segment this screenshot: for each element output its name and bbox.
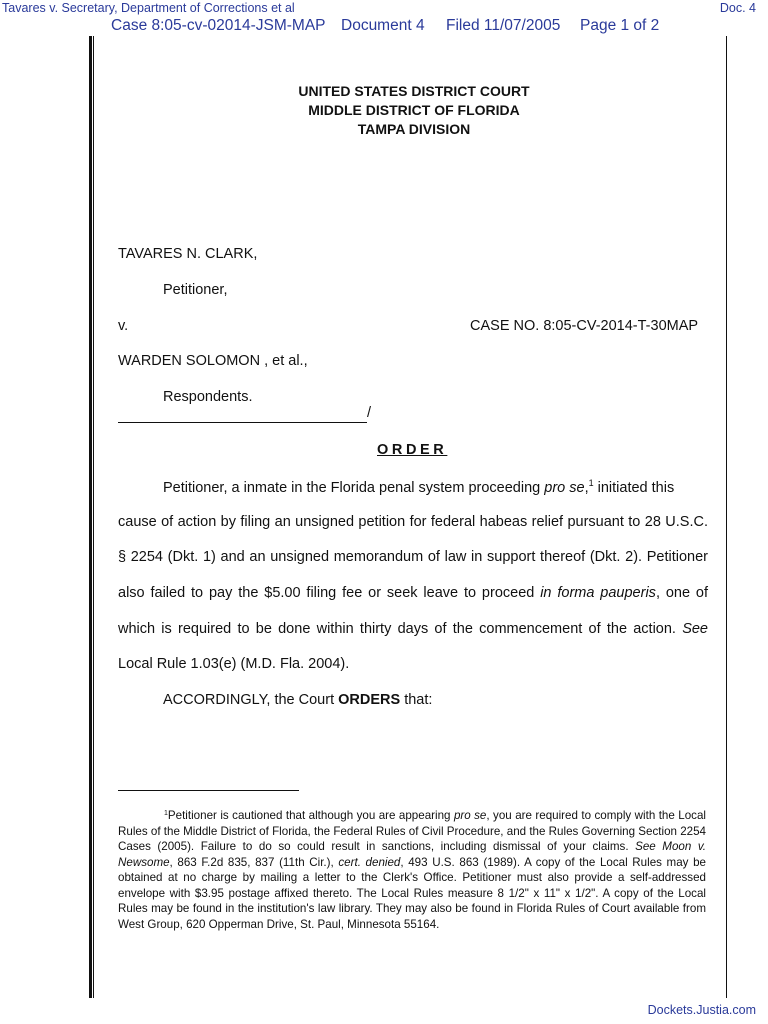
footnote-marker: 1 [588,478,594,488]
respondent-role: Respondents. [163,389,253,405]
header-case-number: Case 8:05-cv-02014-JSM-MAP [111,17,326,34]
justia-source-link[interactable]: Dockets.Justia.com [647,1003,756,1017]
case-title-link[interactable]: Tavares v. Secretary, Department of Corrections et al [2,1,295,15]
order-paragraph-line-5: which is required to be done within thirty days of the commencement of the action. See [118,621,708,637]
accordingly-line: ACCORDINGLY, the Court ORDERS that: [163,692,433,708]
order-paragraph-line-1: Petitioner, a inmate in the Florida penal system proceeding pro se,$^1$ initiated this [163,478,675,496]
footnote-separator [118,790,299,791]
left-margin-bar [89,36,92,998]
doc-number-link[interactable]: Doc. 4 [719,1,756,15]
petitioner-name: TAVARES N. CLARK, [118,246,258,262]
respondent-name: WARDEN SOLOMON , et al., [118,353,308,369]
right-margin-bar [726,36,727,998]
versus: v. [118,318,129,334]
order-paragraph-line-6: Local Rule 1.03(e) (M.D. Fla. 2004). [118,656,350,672]
order-paragraph-line-2: cause of action by filing an unsigned petition for federal habeas relief pursuant to 28 U.S.C. [118,514,708,530]
petitioner-role: Petitioner, [163,282,228,298]
footnote: $^1$Petitioner is cautioned that although you are appearing pro se, you are required to comply with the Local Rules of the Middle District of Florida, the Federal Rules of Civil Procedure, and the Rules Governing Section 2254 Cases (2005). Failure to do so could result in sanctions, including dismissal of your claims. See Moon v. Newsome, 863 F.2d 835, 837 (11th Cir.), cert. denied, 493 U.S. 863 (1989). A copy of the Local Rules may be obtained at no charge by mailing a letter to the Clerk's Office. Petitioner must also provide a self-addressed envelope with $3.95 postage affixed thereto. The Local Rules measure 8 1/2" x 11" x 1/2". A copy of the Local Rules may be found in the institution's law library. They may also be found in Florida Rules of Court available from West Group, 620 Opperman Drive, St. Paul, Minnesota 55164. [118,809,706,931]
court-name: UNITED STATES DISTRICT COURT [298,83,530,99]
header-document: Document 4 [341,17,425,34]
court-division: TAMPA DIVISION [357,121,471,137]
footnote-number: 1 [164,810,168,817]
caption-slash: / [367,405,372,421]
case-number: CASE NO. 8:05-CV-2014-T-30MAP [470,318,699,334]
caption-signature-line [118,422,367,423]
header-page-count: Page 1 of 2 [580,17,660,34]
court-district: MIDDLE DISTRICT OF FLORIDA [308,102,520,118]
header-filed-date: Filed 11/07/2005 [446,17,561,34]
order-paragraph-line-3: § 2254 (Dkt. 1) and an unsigned memorandum of law in support thereof (Dkt. 2). Petitioner [118,549,708,565]
order-title: ORDER [377,442,448,458]
order-paragraph-line-4: also failed to pay the $5.00 filing fee or seek leave to proceed in forma pauperis, one of [118,585,708,601]
left-margin-bar-thin [93,36,94,998]
